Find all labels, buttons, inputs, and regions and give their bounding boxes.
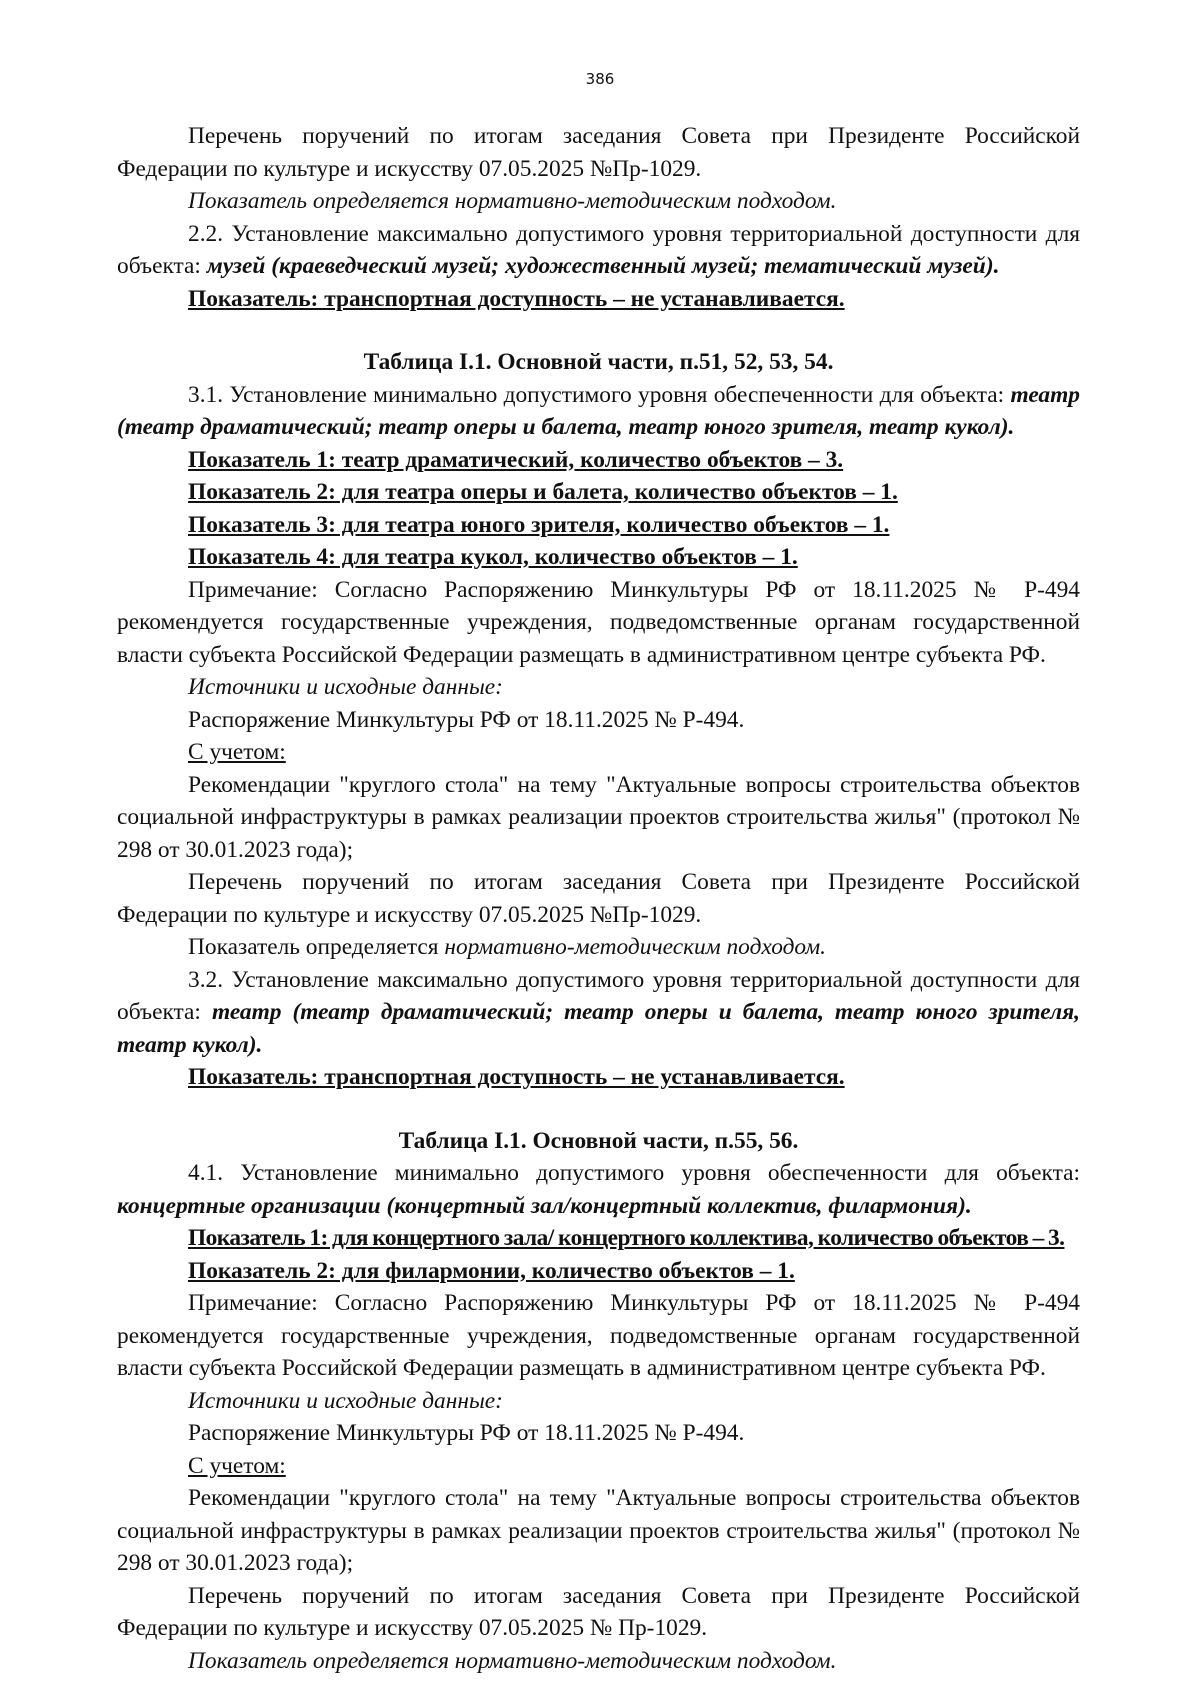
source-order: Распоряжение Минкультуры РФ от 18.11.2025 № Р-494.: [188, 706, 745, 733]
page-number: 386: [585, 70, 615, 88]
indicator-1: [117, 1222, 1080, 1255]
transport-indicator-text: Показатель: транспортная доступность – не устанавливается.: [188, 1064, 845, 1090]
indicator-3-text: Показатель 3: для театра юного зрителя, количество объектов – 1.: [188, 511, 890, 538]
provision-paragraph-3-1: [117, 379, 1080, 444]
indicator-4: [117, 541, 1080, 574]
method-paragraph: [117, 1645, 1080, 1678]
indicator-3: [117, 509, 1080, 542]
method-paragraph: [117, 931, 1080, 964]
order-list-paragraph: Перечень поручений по итогам заседания Совета при Президенте Российской Федерации по культуре и искусству 07.05.2025 №Пр-1029.: [117, 869, 1080, 928]
method-name: нормативно-методическим подходом.: [454, 188, 837, 214]
considering-heading: [117, 736, 1080, 769]
document-body: [117, 120, 1080, 1677]
provision-lead: 3.1. Установление минимально допустимого уровня обеспеченности для объекта:: [188, 381, 1011, 408]
method-lead: Показатель определяется: [188, 1647, 455, 1674]
provision-object: концертные организации (концертный зал/концертный коллектив, филармония).: [117, 1192, 972, 1219]
accessibility-paragraph-2-2: [117, 218, 1080, 283]
section-4-heading: Таблица I.1. Основной части, п.55, 56.: [398, 1127, 799, 1154]
indicator-4-text: Показатель 4: для театра кукол, количество объектов – 1.: [188, 544, 798, 570]
indicator-1-text: Показатель 1: для концертного зала/ концертного коллектива, количество объектов – 3.: [188, 1225, 1065, 1251]
method-name: нормативно-методическим подходом.: [444, 934, 827, 960]
indicator-2-text: Показатель 2: для филармонии, количество объектов – 1.: [188, 1257, 795, 1284]
provision-lead: 4.1. Установление минимально допустимого уровня обеспеченности для объекта:: [188, 1160, 1080, 1186]
sources-heading: Источники и исходные данные:: [188, 674, 503, 700]
round-table-recommendations: Рекомендации "круглого стола" на тему "Актуальные вопросы строительства объектов социальной инфраструктуры в рамках реализации проектов строительства жилья" (протокол № 298 от 30.01.2023 года);: [117, 771, 1080, 863]
round-table-recommendations: Рекомендации "круглого стола" на тему "Актуальные вопросы строительства объектов социальной инфраструктуры в рамках реализации проектов строительства жилья" (протокол № 298 от 30.01.2023 года);: [117, 1485, 1080, 1576]
indicator-2: [117, 1255, 1080, 1288]
indicator-1: [117, 444, 1080, 477]
transport-indicator: [117, 1061, 1080, 1094]
method-name: нормативно-методическим подходом.: [454, 1647, 837, 1674]
method-lead: Показатель определяется: [188, 188, 455, 214]
considering-heading: [117, 1450, 1080, 1483]
accessibility-object: театр (театр драматический; театр оперы и балета, театр юного зрителя, театр кукол).: [117, 999, 1080, 1058]
considering-text: С учетом:: [188, 739, 286, 765]
transport-indicator-text: Показатель: транспортная доступность – не устанавливается.: [188, 285, 845, 312]
order-list-paragraph: Перечень поручений по итогам заседания Совета при Президенте Российской Федерации по культуре и искусству 07.05.2025 № Пр-1029.: [117, 1582, 1080, 1641]
indicator-2-text: Показатель 2: для театра оперы и балета, количество объектов – 1.: [188, 479, 898, 505]
accessibility-lead: 2.2. Установление максимально допустимого уровня территориальной доступности для объекта:: [117, 220, 1080, 279]
considering-text: С учетом:: [188, 1452, 286, 1479]
accessibility-lead: 3.2. Установление максимально допустимого уровня территориальной доступности для объекта:: [117, 966, 1080, 1025]
indicator-1-text: Показатель 1: театр драматический, количество объектов – 3.: [188, 446, 844, 473]
provision-paragraph-4-1: [117, 1157, 1080, 1222]
note-paragraph: Примечание: Согласно Распоряжению Минкультуры РФ от 18.11.2025 № Р-494 рекомендуется государственные учреждения, подведомственные органам государственной власти субъекта Российской Федерации размещать в административном центре субъекта РФ.: [117, 1290, 1080, 1381]
section-3-heading: Таблица I.1. Основной части, п.51, 52, 53, 54.: [363, 349, 834, 375]
method-paragraph: [117, 185, 1080, 218]
provision-object: театр (театр драматический; театр оперы и балета, театр юного зрителя, театр кукол).: [117, 381, 1080, 440]
indicator-2: [117, 476, 1080, 509]
accessibility-paragraph-3-2: [117, 964, 1080, 1062]
note-paragraph: Примечание: Согласно Распоряжению Минкультуры РФ от 18.11.2025 № Р-494 рекомендуется государственные учреждения, подведомственные органам государственной власти субъекта Российской Федерации размещать в административном центре субъекта РФ.: [117, 576, 1080, 668]
source-order: Распоряжение Минкультуры РФ от 18.11.2025 № Р-494.: [188, 1420, 745, 1446]
method-lead: Показатель определяется: [188, 934, 445, 960]
sources-heading: Источники и исходные данные:: [188, 1387, 503, 1414]
transport-indicator: [117, 283, 1080, 316]
accessibility-object: музей (краеведческий музей; художественный музей; тематический музей).: [206, 253, 1000, 279]
order-list-paragraph: Перечень поручений по итогам заседания Совета при Президенте Российской Федерации по культуре и искусству 07.05.2025 №Пр-1029.: [117, 123, 1080, 182]
